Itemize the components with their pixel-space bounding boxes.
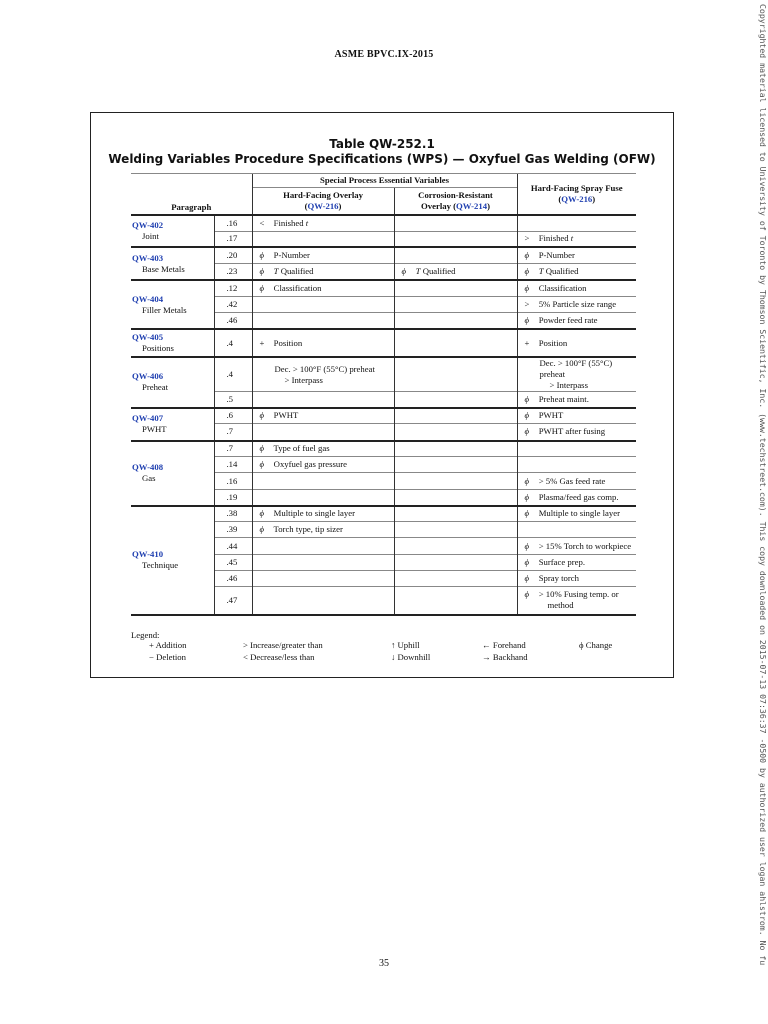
- legend-deletion: − Deletion: [149, 652, 186, 662]
- header-hard-facing: [252, 188, 394, 216]
- cell-spray-fuse: ϕ Plasma/feed gas comp.: [517, 490, 636, 506]
- link-qw216-spray[interactable]: QW-216: [561, 194, 593, 204]
- cell-hard-facing: [252, 312, 394, 329]
- row-number: .20: [214, 247, 252, 263]
- paragraph-qw405: [131, 329, 214, 357]
- cell-hard-facing: + Position: [252, 329, 394, 357]
- cell-spray-fuse: ϕ Surface prep.: [517, 555, 636, 571]
- row-number: .47: [214, 587, 252, 615]
- table-frame: [90, 112, 674, 678]
- cell-corrosion: [394, 555, 517, 571]
- legend-col-2: [243, 639, 323, 663]
- row-number: .45: [214, 555, 252, 571]
- cell-spray-fuse: ϕ > 15% Torch to workpiece: [517, 538, 636, 555]
- cell-hard-facing: [252, 555, 394, 571]
- cell-spray-fuse: > Finished t: [517, 231, 636, 247]
- paragraph-name: Base Metals: [142, 263, 185, 274]
- cell-spray-fuse: ϕ Preheat maint.: [517, 392, 636, 408]
- header-spray-fuse-line1: Hard-Facing Spray Fuse: [530, 183, 623, 193]
- link-qw403[interactable]: QW-403: [132, 252, 164, 263]
- cell-hard-facing: ϕ PWHT: [252, 408, 394, 424]
- header-spray-fuse: [517, 174, 636, 216]
- row-number: .38: [214, 506, 252, 522]
- paragraph-qw403: [131, 247, 214, 280]
- row-number: .44: [214, 538, 252, 555]
- paragraph-name: PWHT: [142, 424, 167, 434]
- paragraph-name: Filler Metals: [142, 304, 187, 315]
- link-qw214[interactable]: QW-214: [456, 201, 488, 211]
- row-number: .23: [214, 263, 252, 280]
- cell-hard-facing: < Finished t: [252, 215, 394, 231]
- watermark-text: Copyrighted material licensed to University of Toronto by Thomson Scientific, Inc. (www.techstreet.com). This copy downloaded on 2015-07-13 07:36:37 -0500 by authorized user logan ahlstrom. No fu: [758, 4, 768, 966]
- cell-hard-facing: ϕ Multiple to single layer: [252, 506, 394, 522]
- link-qw410[interactable]: QW-410: [132, 549, 164, 559]
- cell-hard-facing: ϕ Type of fuel gas: [252, 441, 394, 457]
- header-corrosion-line1: Corrosion-Resistant: [418, 190, 493, 200]
- link-qw216[interactable]: QW-216: [307, 201, 339, 211]
- table-row: [131, 247, 636, 263]
- paragraph-qw408: [131, 441, 214, 506]
- legend-addition: + Addition: [149, 640, 187, 650]
- cell-spray-fuse: [517, 215, 636, 231]
- cell-hard-facing: ϕ P-Number: [252, 247, 394, 263]
- cell-corrosion: [394, 231, 517, 247]
- cell-spray-fuse: + Position: [517, 329, 636, 357]
- row-number: .16: [214, 473, 252, 490]
- paragraph-qw402: [131, 215, 214, 247]
- legend-col-4: [482, 639, 528, 663]
- running-head: ASME BPVC.IX-2015: [334, 49, 434, 60]
- row-number: .4: [214, 329, 252, 357]
- table-row: [131, 506, 636, 522]
- legend-downhill: ↓ Downhill: [391, 652, 431, 662]
- row-number: .6: [214, 408, 252, 424]
- cell-spray-fuse: ϕ > 5% Gas feed rate: [517, 473, 636, 490]
- cell-corrosion: [394, 357, 517, 392]
- cell-corrosion: [394, 408, 517, 424]
- cell-corrosion: [394, 312, 517, 329]
- cell-corrosion: [394, 392, 517, 408]
- cell-corrosion: [394, 571, 517, 587]
- cell-spray-fuse: [517, 457, 636, 473]
- cell-hard-facing: Dec. > 100°F (55°C) preheat > Interpass: [252, 357, 394, 392]
- cell-hard-facing: [252, 392, 394, 408]
- cell-corrosion: [394, 490, 517, 506]
- row-number: .46: [214, 571, 252, 587]
- link-qw405[interactable]: QW-405: [132, 332, 164, 342]
- row-number: .19: [214, 490, 252, 506]
- header-hard-facing-line2: (QW-216): [304, 201, 342, 211]
- legend: [131, 629, 613, 662]
- paragraph-name: Technique: [142, 560, 179, 570]
- legend-col-1: [149, 639, 186, 663]
- link-qw404[interactable]: QW-404: [132, 293, 164, 304]
- cell-spray-fuse: ϕ Spray torch: [517, 571, 636, 587]
- cell-spray-fuse: [517, 441, 636, 457]
- cell-corrosion: [394, 329, 517, 357]
- header-spray-fuse-line2: (QW-216): [558, 194, 596, 204]
- cell-hard-facing: ϕ T Qualified: [252, 263, 394, 280]
- paragraph-qw404: [131, 280, 214, 329]
- legend-forehand: ← Forehand: [482, 640, 526, 650]
- header-corrosion-line2: Overlay (QW-214): [421, 201, 490, 211]
- cell-hard-facing: [252, 296, 394, 312]
- row-number: .14: [214, 457, 252, 473]
- legend-change: ϕ Change: [579, 640, 613, 650]
- wps-table: [131, 173, 636, 616]
- cell-corrosion: [394, 473, 517, 490]
- row-number: .42: [214, 296, 252, 312]
- copyright-watermark: [758, 0, 768, 1024]
- table-number: Table QW-252.1: [329, 137, 435, 151]
- link-qw408[interactable]: QW-408: [132, 462, 164, 472]
- header-row-1: [131, 174, 636, 188]
- header-hard-facing-line1: Hard-Facing Overlay: [283, 190, 363, 200]
- cell-spray-fuse: ϕ Powder feed rate: [517, 312, 636, 329]
- legend-uphill: ↑ Uphill: [391, 640, 420, 650]
- cell-corrosion: [394, 522, 517, 538]
- cell-hard-facing: [252, 587, 394, 615]
- cell-corrosion: ϕ T Qualified: [394, 263, 517, 280]
- header-paragraph-label: Paragraph: [171, 202, 212, 212]
- paragraph-name: Joint: [142, 231, 159, 241]
- cell-corrosion: [394, 247, 517, 263]
- header-paragraph: [131, 174, 252, 216]
- legend-backhand: → Backhand: [482, 652, 528, 662]
- row-number: .17: [214, 231, 252, 247]
- legend-label: Legend:: [131, 630, 160, 640]
- cell-corrosion: [394, 280, 517, 296]
- header-special-process: Special Process Essential Variables: [252, 174, 517, 188]
- cell-hard-facing: [252, 538, 394, 555]
- row-number: .7: [214, 441, 252, 457]
- cell-spray-fuse: ϕ Classification: [517, 280, 636, 296]
- page-number: 35: [379, 958, 389, 969]
- cell-spray-fuse: ϕ Multiple to single layer: [517, 506, 636, 522]
- table-row: [131, 280, 636, 296]
- cell-hard-facing: [252, 473, 394, 490]
- cell-spray-fuse: ϕ PWHT after fusing: [517, 424, 636, 441]
- cell-corrosion: [394, 587, 517, 615]
- cell-corrosion: [394, 424, 517, 441]
- cell-hard-facing: ϕ Torch type, tip sizer: [252, 522, 394, 538]
- table-title: Welding Variables Procedure Specifications (WPS) — Oxyfuel Gas Welding (OFW): [108, 152, 656, 166]
- cell-spray-fuse: > 5% Particle size range: [517, 296, 636, 312]
- legend-col-5: [579, 639, 612, 651]
- cell-hard-facing: [252, 424, 394, 441]
- cell-corrosion: [394, 457, 517, 473]
- cell-corrosion: [394, 296, 517, 312]
- cell-spray-fuse: ϕ PWHT: [517, 408, 636, 424]
- paragraph-name: Preheat: [142, 382, 169, 393]
- link-qw407[interactable]: QW-407: [132, 413, 164, 423]
- cell-corrosion: [394, 506, 517, 522]
- cell-spray-fuse: [517, 522, 636, 538]
- row-number: .12: [214, 280, 252, 296]
- table-row: [131, 215, 636, 231]
- cell-hard-facing: [252, 571, 394, 587]
- legend-increase: > Increase/greater than: [243, 640, 323, 650]
- header-corrosion: [394, 188, 517, 216]
- row-number: .4: [214, 357, 252, 392]
- cell-hard-facing: ϕ Oxyfuel gas pressure: [252, 457, 394, 473]
- cell-spray-fuse: ϕ P-Number: [517, 247, 636, 263]
- row-number: .5: [214, 392, 252, 408]
- paragraph-qw406: [131, 357, 214, 408]
- row-number: .46: [214, 312, 252, 329]
- row-number: .39: [214, 522, 252, 538]
- cell-corrosion: [394, 441, 517, 457]
- table-heading: [91, 137, 673, 167]
- table-row: [131, 441, 636, 457]
- cell-hard-facing: ϕ Classification: [252, 280, 394, 296]
- cell-spray-fuse: Dec. > 100°F (55°C) preheat > Interpass: [517, 357, 636, 392]
- paragraph-qw410: [131, 506, 214, 615]
- legend-decrease: < Decrease/less than: [243, 652, 315, 662]
- cell-hard-facing: [252, 231, 394, 247]
- table-row: [131, 357, 636, 392]
- link-qw402[interactable]: QW-402: [132, 220, 164, 230]
- cell-spray-fuse: ϕ T Qualified: [517, 263, 636, 280]
- row-number: .16: [214, 215, 252, 231]
- legend-col-3: [391, 639, 430, 663]
- paragraph-name: Positions: [142, 343, 174, 353]
- row-number: .7: [214, 424, 252, 441]
- cell-spray-fuse: ϕ > 10% Fusing temp. or method: [517, 587, 636, 615]
- table-row: [131, 329, 636, 357]
- cell-corrosion: [394, 538, 517, 555]
- cell-hard-facing: [252, 490, 394, 506]
- paragraph-qw407: [131, 408, 214, 441]
- table-row: [131, 408, 636, 424]
- paragraph-name: Gas: [142, 473, 156, 483]
- cell-corrosion: [394, 215, 517, 231]
- link-qw406[interactable]: QW-406: [132, 371, 164, 382]
